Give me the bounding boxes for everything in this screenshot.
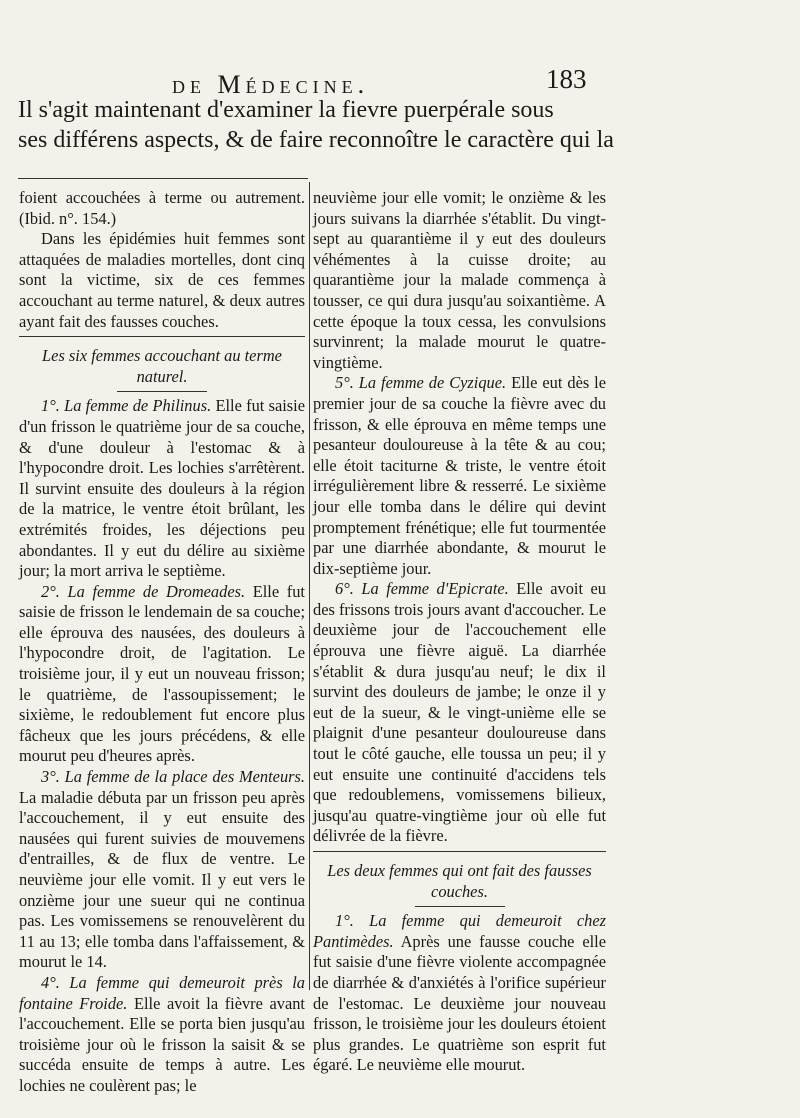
section-heading: Les deux femmes qui ont fait des fausses couches. [327, 861, 592, 901]
column-divider [309, 182, 310, 990]
intro-line-2: ses différens aspects, & de faire reconnoître le caractère qui la [18, 127, 614, 153]
intro-paragraph [18, 95, 614, 155]
case-paragraph [19, 767, 305, 973]
case-text: La maladie débuta par un frisson peu après l'accouchement, il y eut ensuite des nausées qui furent suivies de mouvemens d'entrailles, & de flux de ventre. Le neuvième jour elle vomit. Il y eut vers le onzième jour une sueur qui ne continua pas. Les vomissemens se renouvelèrent du 11 au 13; elle tomba dans l'affaissement, & mourut le 14. [19, 787, 305, 972]
running-title: de Médecine. [172, 70, 370, 99]
paragraph: Dans les épidémies huit femmes sont attaquées de maladies mortelles, dont cinq sont la victime, six de ces femmes accouchant au terme naturel, & deux autres ayant fait des fausses couches. [19, 229, 305, 331]
right-column [313, 188, 606, 1076]
paragraph: foient accouchées à terme ou autrement. (Ibid. n°. 154.) [19, 188, 305, 228]
case-label: 4°. La femme qui demeuroit près la fontaine Froide. [19, 972, 305, 1013]
case-label: 3°. La femme de la place des Menteurs. [41, 767, 305, 787]
top-rule [18, 178, 308, 179]
case-paragraph [19, 582, 305, 767]
case-text: Elle fut saisie d'un frisson le quatrième jour de sa couche, & d'une douleur à l'estomac & à l'hypocondre droit. Les lochies s'arrêtèrent. Il survint ensuite des douleurs à la région de la matrice, le ventre étoit brûlant, les extrémités froides, les déjections peu abondantes. Il y eut du délire au sixième jour; la mort arriva le septième. [19, 396, 305, 581]
case-text: Elle avoit la fièvre avant l'accouchement. Elle se porta bien jusqu'au troisième jour où le frisson la saisit & se succéda ensuite de temps à autre. Les lochies ne coulèrent pas; le [19, 993, 305, 1095]
section-heading: Les six femmes accouchant au terme naturel. [42, 346, 282, 386]
section-heading-wrap [19, 336, 305, 392]
case-text: Elle avoit eu des frissons trois jours avant d'accoucher. Le deuxième jour de l'accouchement elle éprouva une fièvre aiguë. La diarrhée s'établit & dura jusqu'au neuf; le dix il survint des douleurs de jambe; le onze il y eut de la sueur, & le vingt-unième elle se plaignit d'une pesanteur douloureuse dans tout le côté gauche, elle toussa un peu; il y eut ensuite une continuité d'accidens tels que redoublemens, vomissemens bilieux, jusqu'au quatre-vingtième jour où elle fut délivrée de la fièvre. [313, 579, 606, 846]
section-heading-wrap [313, 851, 606, 907]
left-column [19, 188, 305, 1097]
case-label: 5°. La femme de Cyzique. [335, 373, 507, 393]
case-paragraph [19, 396, 305, 581]
case-text: Après une fausse couche elle fut saisie d'une fièvre violente accompagnée de diarrhée & d'anxiétés à l'orifice supérieur de l'estomac. Le deuxième jour nouveau frisson, le troisième jour les douleurs étoient plus grandes. Le quatrième son esprit fut égaré. Le neuvième elle mourut. [313, 931, 606, 1075]
case-label: 6°. La femme d'Epicrate. [335, 579, 509, 599]
case-paragraph [313, 373, 606, 579]
case-label: 1°. La femme de Philinus. [41, 396, 212, 416]
paragraph: neuvième jour elle vomit; le onzième & les jours suivans la diarrhée s'établit. Du vingt-sept au quarantième il y eut des douleurs véhémentes à la cuisse droite; au quarantième jour la malade commença à tousser, ce qui dura jusqu'au soixantième. A cette époque la toux cessa, les convulsions survinrent; la malade mourut le quatre-vingtième. [313, 188, 606, 372]
page-number: 183 [546, 64, 587, 94]
case-label: 1°. La femme qui demeuroit chez Pantimèdes. [313, 911, 606, 951]
case-paragraph [313, 579, 606, 847]
case-label: 2°. La femme de Dromeades. [41, 581, 246, 601]
intro-line-1: Il s'agit maintenant d'examiner la fievre puerpérale sous [18, 97, 554, 123]
case-text: Elle eut dès le premier jour de sa couche la fièvre avec du frisson, & elle éprouva en même temps une pesanteur douloureuse à la tête & au cou; elle étoit taciturne & triste, le ventre étoit irrégulièrement libre & resserré. Le sixième jour elle tomba dans le délire qui devint promptement frénétique; elle fut tourmentée par une diarrhée abondante, & mourut le dix-septième jour. [313, 373, 607, 578]
case-text: Elle fut saisie de frisson le lendemain de sa couche; elle éprouva des nausées, des douleurs à l'hypocondre droit, de l'agitation. Le troisième jour, il y eut un nouveau frisson; le quatrième, de l'assoupissement; le sixième, le redoublement fut encore plus fâcheux que les jours précédens, & elle mourut peu d'heures après. [19, 581, 305, 766]
case-paragraph [313, 911, 606, 1076]
case-paragraph [19, 973, 305, 1097]
